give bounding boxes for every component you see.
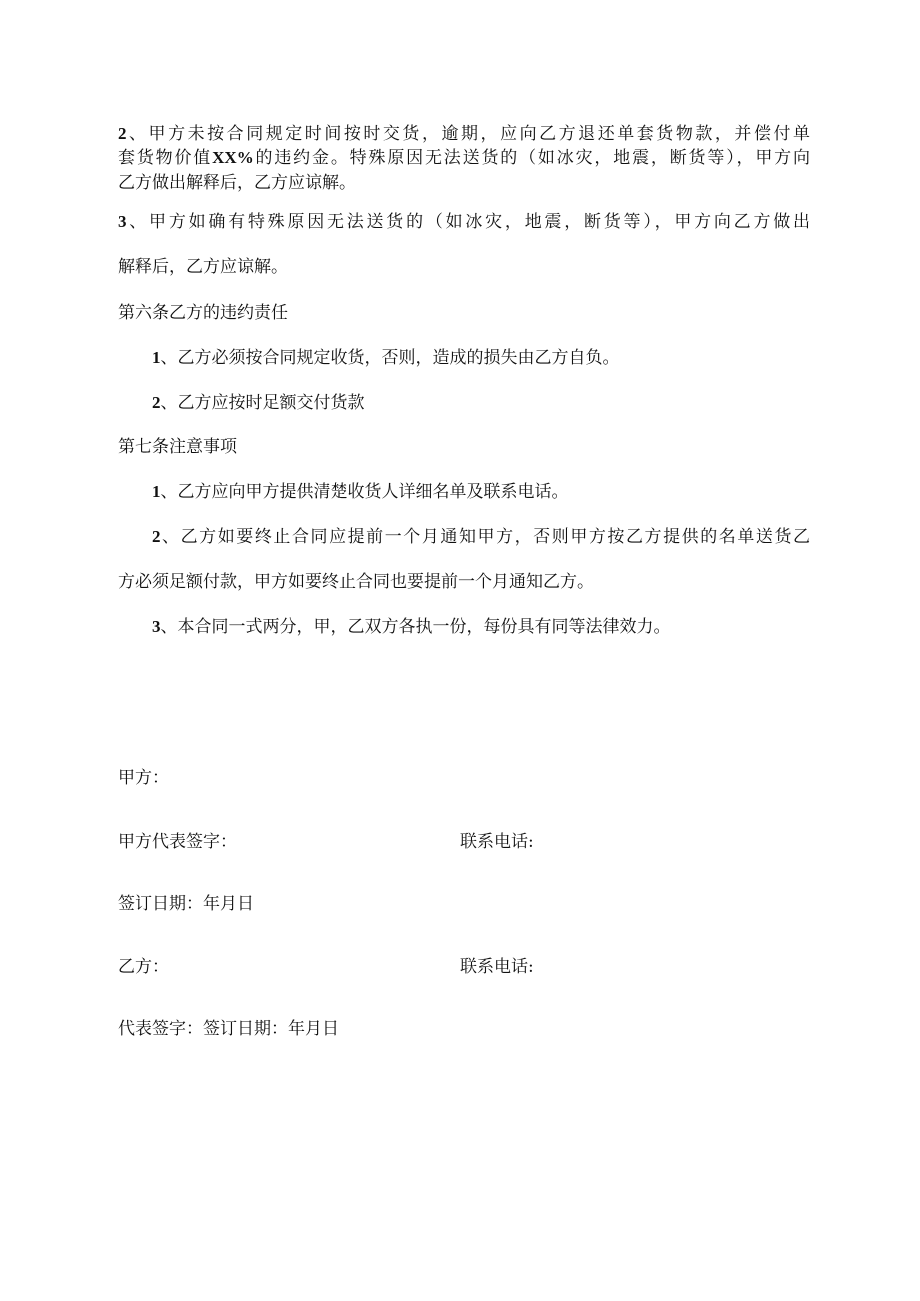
section-6-heading: 第六条乙方的违约责任 [118, 303, 288, 323]
clause-number: 3 [118, 212, 127, 231]
clause-number: 3 [152, 617, 161, 636]
party-a-label: 甲方： [118, 768, 169, 788]
party-a-rep-signature-label: 甲方代表签字： [118, 832, 237, 852]
penalty-percentage: XX% [212, 148, 254, 167]
clause-7-2-line-1 [118, 527, 810, 547]
clause-5-3-line-2: 解释后，乙方应谅解。 [118, 257, 288, 277]
clause-text: 套货物价值 [118, 148, 213, 168]
clause-5-2-line-1 [118, 124, 810, 144]
clause-text: 、乙方如要终止合同应提前一个月通知甲方，否则甲方按乙方提供的名单送货乙 [160, 527, 810, 547]
clause-number: 2 [152, 527, 161, 546]
clause-text: 、乙方必须按合同规定收货，否则，造成的损失由乙方自负。 [160, 348, 620, 368]
party-b-label: 乙方： [118, 957, 169, 977]
clause-number: 1 [152, 482, 161, 501]
clause-7-1 [152, 482, 569, 502]
clause-text: 、乙方应向甲方提供清楚收货人详细名单及联系电话。 [160, 482, 569, 502]
section-7-heading: 第七条注意事项 [118, 437, 237, 457]
clause-5-3-line-1 [118, 212, 810, 232]
clause-text: 、本合同一式两分，甲，乙双方各执一份，每份具有同等法律效力。 [160, 617, 671, 637]
clause-text: 、甲方未按合同规定时间按时交货，逾期，应向乙方退还单套货物款，并偿付单 [126, 124, 810, 144]
clause-7-3 [152, 617, 671, 637]
clause-6-1 [152, 348, 620, 368]
clause-number: 1 [152, 348, 161, 367]
clause-5-2-line-2 [118, 148, 810, 168]
clause-7-2-line-2: 方必须足额付款，甲方如要终止合同也要提前一个月通知乙方。 [118, 572, 594, 592]
party-a-phone-label: 联系电话: [460, 832, 534, 852]
clause-number: 2 [152, 393, 161, 412]
clause-text: 的违约金。特殊原因无法送货的（如冰灾，地震，断货等），甲方向 [253, 148, 811, 168]
party-b-phone-label: 联系电话: [460, 957, 534, 977]
clause-text: 、甲方如确有特殊原因无法送货的（如冰灾，地震，断货等），甲方向乙方做出 [126, 212, 810, 232]
party-b-rep-sign-date-label: 代表签字：签订日期：年月日 [118, 1019, 339, 1039]
clause-text: 、乙方应按时足额交付货款 [160, 393, 365, 413]
clause-5-2-line-3: 乙方做出解释后，乙方应谅解。 [118, 173, 356, 193]
party-a-sign-date-label: 签订日期：年月日 [118, 894, 254, 914]
clause-number: 2 [118, 124, 127, 143]
clause-6-2 [152, 393, 365, 413]
